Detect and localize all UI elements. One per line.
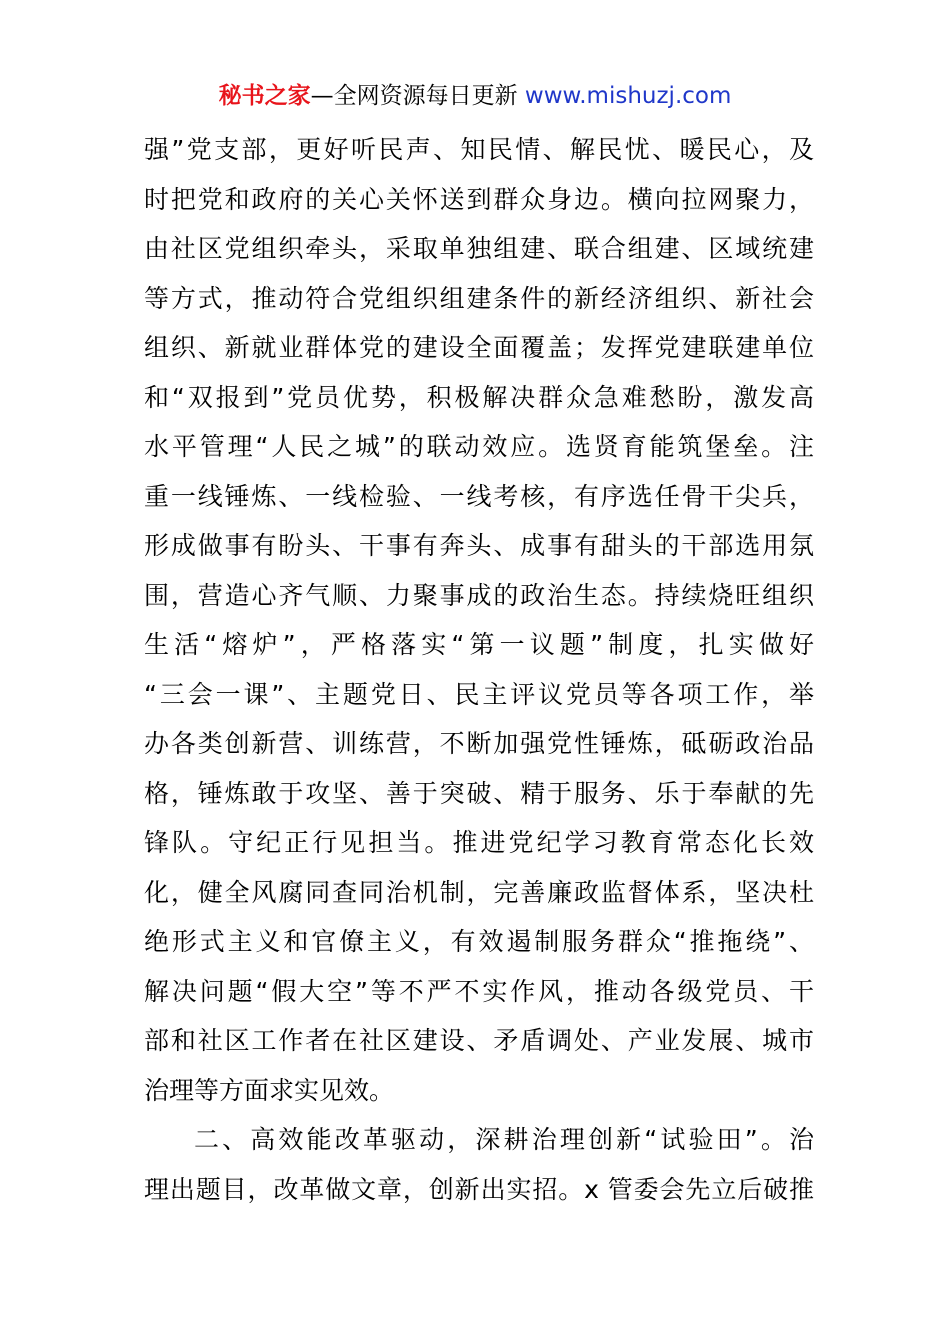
document-body [144,125,814,1214]
header-site-link[interactable]: www.mishuzj.com [524,83,732,109]
text-line: 组织、新就业群体党的建设全面覆盖；发挥党建联建单位 [144,333,814,362]
text-line: “三会一课”、主题党日、民主评议党员等各项工作，举 [144,679,814,709]
text-line: 时把党和政府的关心关怀送到群众身边。横向拉网聚力， [144,184,814,214]
text-line: 强”党支部，更好听民声、知民情、解民忧、暖民心，及 [144,135,814,164]
header-tagline: —全网资源每日更新 [310,83,525,109]
text-line: 锋队。守纪正行见担当。推进党纪学习教育常态化长效 [144,828,814,857]
text-line: 水平管理“人民之城”的联动效应。选贤育能筑堡垒。注 [144,432,814,461]
text-line: 解决问题“假大空”等不严不实作风，推动各级党员、干 [144,976,814,1006]
text-line: 形成做事有盼头、干事有奔头、成事有甜头的干部选用氛 [144,531,814,560]
header-brand: 秘书之家 [218,83,311,109]
text-line: 由社区党组织牵头，采取单独组建、联合组建、区域统建 [144,234,814,263]
section-heading-line: 二、高效能改革驱动，深耕治理创新“试验田”。治 [194,1125,814,1154]
text-line: 生活“熔炉”，严格落实“第一议题”制度，扎实做好 [144,630,814,659]
page-header [0,80,950,112]
text-line: 等方式，推动符合党组织组建条件的新经济组织、新社会 [144,283,814,313]
text-line: 重一线锤炼、一线检验、一线考核，有序选任骨干尖兵， [144,481,814,511]
text-line: 治理等方面求实见效。 [144,1075,395,1105]
text-line: 格，锤炼敢于攻坚、善于突破、精于服务、乐于奉献的先 [144,778,814,808]
text-line: 部和社区工作者在社区建设、矛盾调处、产业发展、城市 [144,1026,814,1055]
text-line: 绝形式主义和官僚主义，有效遏制服务群众“推拖绕”、 [144,927,814,956]
text-line: 化，健全风腐同查同治机制，完善廉政监督体系，坚决杜 [144,877,814,907]
text-line: 围，营造心齐气顺、力聚事成的政治生态。持续烧旺组织 [144,580,814,610]
text-line: 理出题目，改革做文章，创新出实招。x 管委会先立后破推 [144,1174,814,1204]
text-line: 办各类创新营、训练营，不断加强党性锤炼，砥砺政治品 [144,729,814,758]
text-line: 和“双报到”党员优势，积极解决群众急难愁盼，激发高 [144,382,814,412]
